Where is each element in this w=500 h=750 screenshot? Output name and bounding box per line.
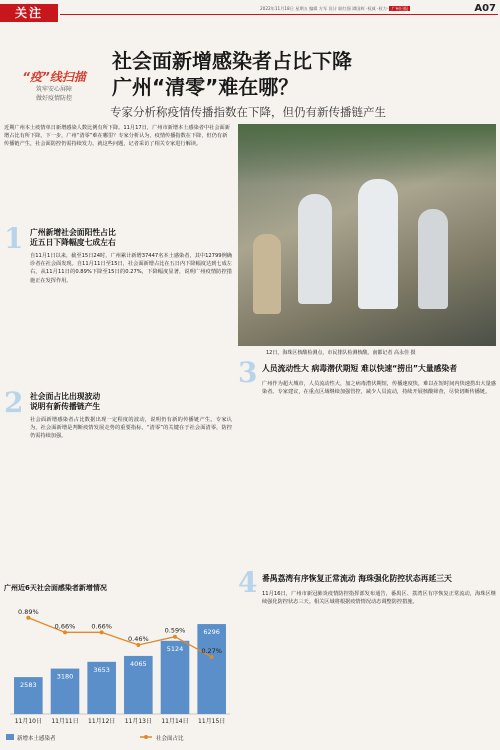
section-body-1: 自11月1日以来，截至15日24时，广州累计新增37447名本土感染者，其中12799例确诊者在社会面发现。自11月11日至15日，社会面新增占比在五日内下降幅度达到七成左右，从11月11日的0.89%下降至15日的0.27%，下降幅度显著，说明广州疫情防控措施正在发挥作用。 (30, 253, 232, 284)
ratio-point (173, 635, 177, 639)
header-meta: 2022年11月18日 星期五 编辑 方军 设计 耿红强 谭国辉 ·权威 ·权力· 广州日报 (260, 6, 409, 11)
chart-legend (6, 734, 184, 742)
headline-line-1: 社会面新增感染者占比下降 (112, 49, 352, 73)
ratio-value-label: 0.59% (164, 626, 186, 635)
ratio-value-label: 0.66% (54, 622, 76, 631)
page-number: A07 (474, 3, 496, 14)
ratio-point (63, 630, 67, 634)
section-number-1: 1 (4, 222, 24, 255)
legend-bar-swatch (6, 734, 14, 740)
section-number-4: 4 (238, 566, 258, 599)
ratio-value-label: 0.66% (91, 622, 112, 631)
bar-value-label: 6296 (203, 628, 220, 637)
photo-caption: 12日，海珠区核酸检测点，市民排队检测核酸。南都记者 高永佳 摄 (266, 350, 416, 356)
section-body-4: 11月16日，广州市新冠肺炎疫情防控指挥部发布通告，番禺区、荔湾区有序恢复正常流动，海珠区继续强化防控状态三天。相关区域将根据疫情情况动态调整防控措施。 (262, 591, 496, 606)
x-tick-label: 11月14日 (161, 718, 189, 725)
chart-title: 广州近6天社会面感染者新增情况 (4, 584, 107, 592)
chart-bar (197, 624, 226, 714)
bar-value-label: 3653 (93, 665, 110, 674)
bar-value-label: 5124 (166, 644, 184, 653)
section-title-3: 人员流动性大 病毒潜伏期短 难以快速“捞出”大量感染者 (262, 364, 458, 373)
section-tag: 关注 (0, 4, 58, 22)
section-title-2: 社会面占比出现波动 说明有新传播链产生 (30, 392, 101, 411)
bar-value-label: 2583 (20, 681, 37, 690)
subheadline: 专家分析称疫情传播指数在下降，但仍有新传播链产生 (110, 105, 386, 119)
ratio-value-label: 0.89% (18, 607, 39, 616)
header-rule (60, 14, 498, 15)
bar-value-label: 3180 (56, 672, 74, 681)
section-body-2: 社会面新增感染者占比数据出现一定程度的波动，说明仍有新的传播链产生。专家认为，社会面新增是判断疫情发展走势的重要指标，“清零”的关键在于社会面清零，防控仍需持续加强。 (30, 417, 232, 440)
seal-line-2: 做好疫情防控 (35, 95, 72, 102)
x-tick-label: 11月10日 (14, 718, 42, 725)
section-body-3: 广州作为超大城市，人员流动性大，加之病毒潜伏期短，传播速度快，难以在短时间内快速捞出大量感染者。专家建议，在重点区域继续加强管控，减少人员流动，持续开展核酸筛查，尽快切断传播链。 (262, 381, 496, 396)
ratio-point (210, 655, 214, 659)
ratio-point (100, 630, 104, 634)
headline (112, 48, 352, 100)
section-title-4: 番禺荔湾有序恢复正常流动 海珠强化防控状态再延三天 (262, 574, 452, 583)
ratio-value-label: 0.27% (201, 646, 222, 655)
ratio-value-label: 0.46% (128, 634, 149, 643)
section-title-1: 广州新增社会面阳性占比 近五日下降幅度七成左右 (30, 228, 116, 247)
page-header (0, 0, 500, 24)
column-seal (4, 68, 104, 128)
bar-value-label: 4065 (130, 659, 147, 668)
infection-chart (0, 596, 236, 746)
x-tick-label: 11月11日 (51, 718, 79, 725)
headline-line-2: 广州“清零”难在哪？ (112, 75, 299, 99)
x-tick-label: 11月12日 (88, 718, 116, 725)
ratio-point (136, 643, 140, 647)
section-number-2: 2 (4, 386, 24, 419)
seal-title: “疫”线扫描 (22, 70, 86, 84)
news-photo (238, 124, 496, 346)
lead-paragraph: 近期广州本土疫情单日新增感染人数比例有所下降。11月17日，广州市新增本土感染者中社会面新增占比有所下降。下一步，广州“清零”难在哪里？专家分析认为，疫情传播指数在下降，但仍有新传播链产生，社会面防控仍需持续发力。就这些问题，记者采访了相关专家进行解读。 (4, 125, 230, 148)
legend-line-label: 社会面占比 (156, 736, 184, 742)
legend-bar-label: 新增本土感染者 (17, 736, 56, 742)
x-tick-label: 11月15日 (198, 718, 226, 725)
x-tick-label: 11月13日 (124, 718, 152, 725)
seal-line-1: 筑牢安心屏障 (35, 86, 72, 93)
section-number-3: 3 (238, 356, 258, 389)
ratio-point (26, 616, 30, 620)
